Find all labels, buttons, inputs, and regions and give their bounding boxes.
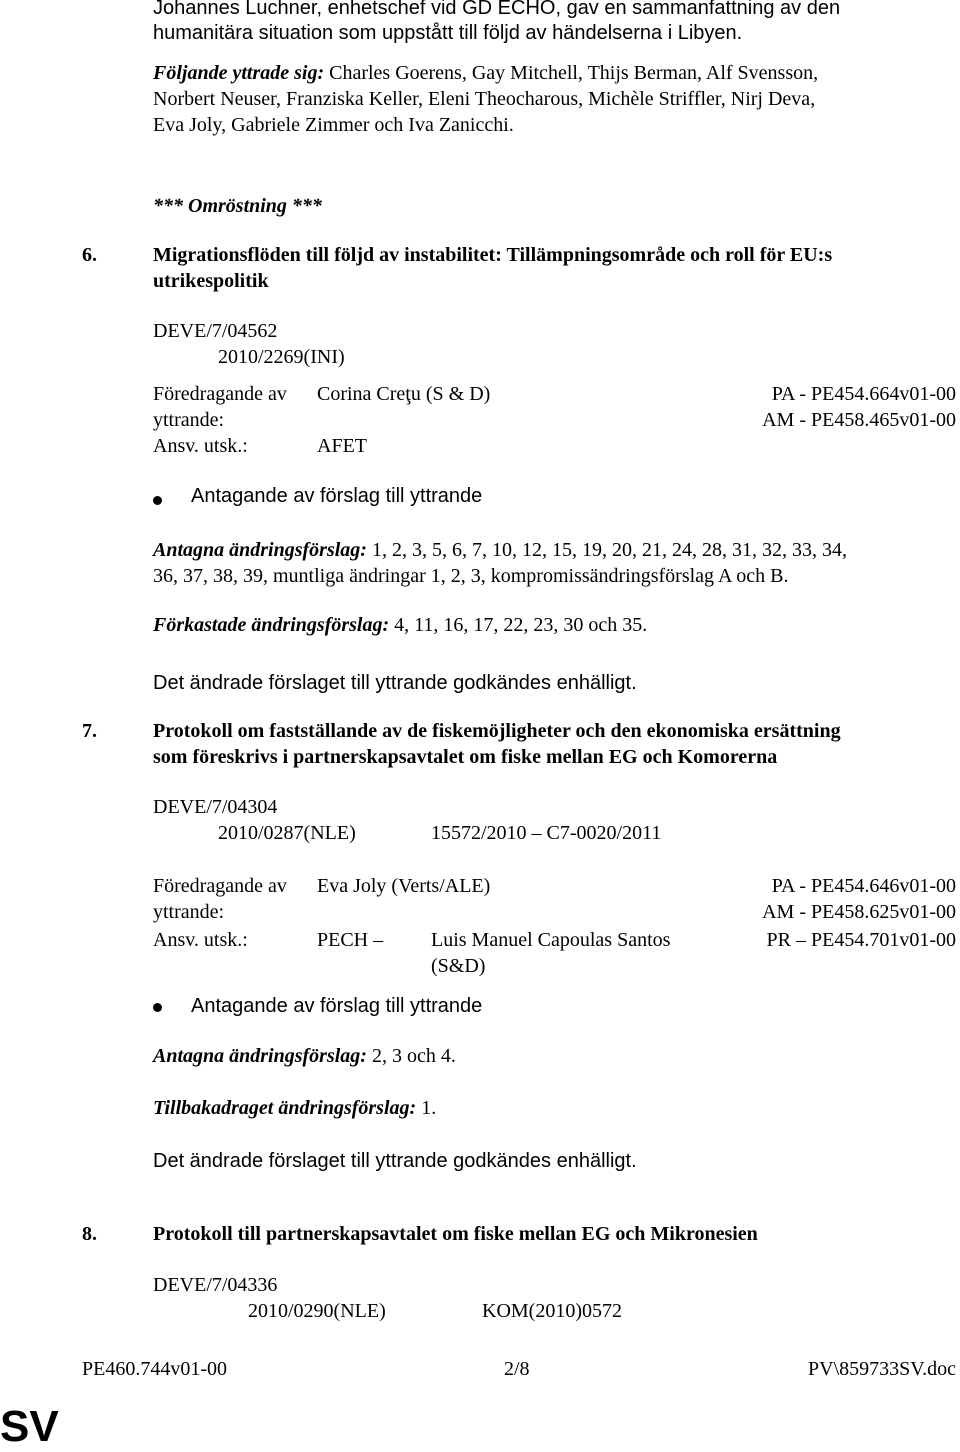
speakers-line-2: Norbert Neuser, Franziska Keller, Eleni Theocharous, Michèle Striffler, Nirj Deva, <box>153 88 816 110</box>
item-8-number: 8. <box>82 1223 97 1245</box>
item-8-ref: DEVE/7/04336 <box>153 1274 278 1296</box>
item-6-rejected-label: Förkastade ändringsförslag: <box>153 614 390 636</box>
item-6-rejected-values: 4, 11, 16, 17, 22, 23, 30 och 35. <box>389 614 648 636</box>
item-6-committee: AFET <box>317 435 367 457</box>
item-6-ref: DEVE/7/04562 <box>153 320 278 342</box>
bullet-icon <box>153 496 162 505</box>
item-7-withdrawn-label: Tillbakadraget ändringsförslag: <box>153 1097 417 1119</box>
item-6-adopted-label: Antagna ändringsförslag: <box>153 539 367 561</box>
item-7-committee-rapporteur-group: (S&D) <box>431 955 486 977</box>
item-7-procedure: 2010/0287(NLE) <box>218 822 356 844</box>
speakers-names: Charles Goerens, Gay Mitchell, Thijs Berman, Alf Svensson, <box>324 62 819 84</box>
speakers-line-3: Eva Joly, Gabriele Zimmer och Iva Zanicchi. <box>153 114 514 136</box>
item-6-doc-am: AM - PE458.465v01-00 <box>762 409 956 431</box>
item-7-doc-pa: PA - PE454.646v01-00 <box>771 875 956 897</box>
vote-heading: *** Omröstning *** <box>153 195 322 217</box>
item-8-procedure: 2010/0290(NLE) <box>248 1300 386 1322</box>
item-7-adopted-values: 2, 3 och 4. <box>366 1045 456 1067</box>
item-7-rapporteur-label-2: yttrande: <box>153 901 225 923</box>
item-6-title-line-2: utrikespolitik <box>153 270 269 292</box>
item-6-rejected <box>153 612 647 638</box>
item-6-rapporteur-label: Föredragande av <box>153 383 287 405</box>
item-7-bullet-text: Antagande av förslag till yttrande <box>191 995 483 1017</box>
item-6-adopted-values: 1, 2, 3, 5, 6, 7, 10, 12, 15, 19, 20, 21, 24, 28, 31, 32, 33, 34, <box>366 539 847 561</box>
item-7-committee-label: Ansv. utsk.: <box>153 929 248 951</box>
item-7-number: 7. <box>82 720 97 742</box>
item-6-number: 6. <box>82 244 97 266</box>
item-7-title-line-2: som föreskrivs i partnerskapsavtalet om fiske mellan EG och Komorerna <box>153 746 778 768</box>
item-7-title-line-1: Protokoll om fastställande av de fiskemöjligheter och den ekonomiska ersättning <box>153 720 841 742</box>
footer-page: 2/8 <box>504 1358 530 1380</box>
item-7-doc-am: AM - PE458.625v01-00 <box>762 901 956 923</box>
item-7-withdrawn-values: 1. <box>416 1097 437 1119</box>
item-7-result: Det ändrade förslaget till yttrande godkändes enhälligt. <box>153 1150 637 1172</box>
footer-doc-id: PE460.744v01-00 <box>82 1358 227 1380</box>
item-6-doc-pa: PA - PE454.664v01-00 <box>771 383 956 405</box>
item-6-adopted <box>153 537 847 563</box>
item-6-procedure: 2010/2269(INI) <box>218 346 345 368</box>
item-6-bullet-text: Antagande av förslag till yttrande <box>191 485 483 507</box>
item-7-procedure-2: 15572/2010 – C7-0020/2011 <box>431 822 662 844</box>
item-6-result: Det ändrade förslaget till yttrande godkändes enhälligt. <box>153 672 637 694</box>
item-7-adopted <box>153 1043 456 1069</box>
item-7-rapporteur-label: Föredragande av <box>153 875 287 897</box>
footer-file: PV\859733SV.doc <box>808 1358 956 1380</box>
item-6-adopted-line-2: 36, 37, 38, 39, muntliga ändringar 1, 2, 3, kompromissändringsförslag A och B. <box>153 565 789 587</box>
item-6-rapporteur: Corina Creţu (S & D) <box>317 383 491 405</box>
item-7-committee: PECH – <box>317 929 384 951</box>
item-6-title-line-1: Migrationsflöden till följd av instabilitet: Tillämpningsområde och roll för EU:s <box>153 244 833 266</box>
item-7-doc-pr: PR – PE454.701v01-00 <box>766 929 956 951</box>
speakers-paragraph <box>153 60 818 86</box>
item-8-procedure-2: KOM(2010)0572 <box>482 1300 622 1322</box>
item-8-title: Protokoll till partnerskapsavtalet om fiske mellan EG och Mikronesien <box>153 1223 758 1245</box>
item-7-committee-rapporteur: Luis Manuel Capoulas Santos <box>431 929 671 951</box>
item-6-committee-label: Ansv. utsk.: <box>153 435 248 457</box>
item-7-rapporteur: Eva Joly (Verts/ALE) <box>317 875 491 897</box>
bullet-icon <box>153 1003 162 1012</box>
speakers-label: Följande yttrade sig: <box>153 62 325 84</box>
intro-line-1: Johannes Luchner, enhetschef vid GD ECHO, gav en sammanfattning av den <box>153 0 841 19</box>
item-7-withdrawn <box>153 1095 436 1121</box>
item-6-rapporteur-label-2: yttrande: <box>153 409 225 431</box>
item-7-adopted-label: Antagna ändringsförslag: <box>153 1045 367 1067</box>
item-7-ref: DEVE/7/04304 <box>153 796 278 818</box>
intro-line-2: humanitära situation som uppstått till följd av händelserna i Libyen. <box>153 22 743 44</box>
footer-lang: SV <box>0 1402 59 1451</box>
